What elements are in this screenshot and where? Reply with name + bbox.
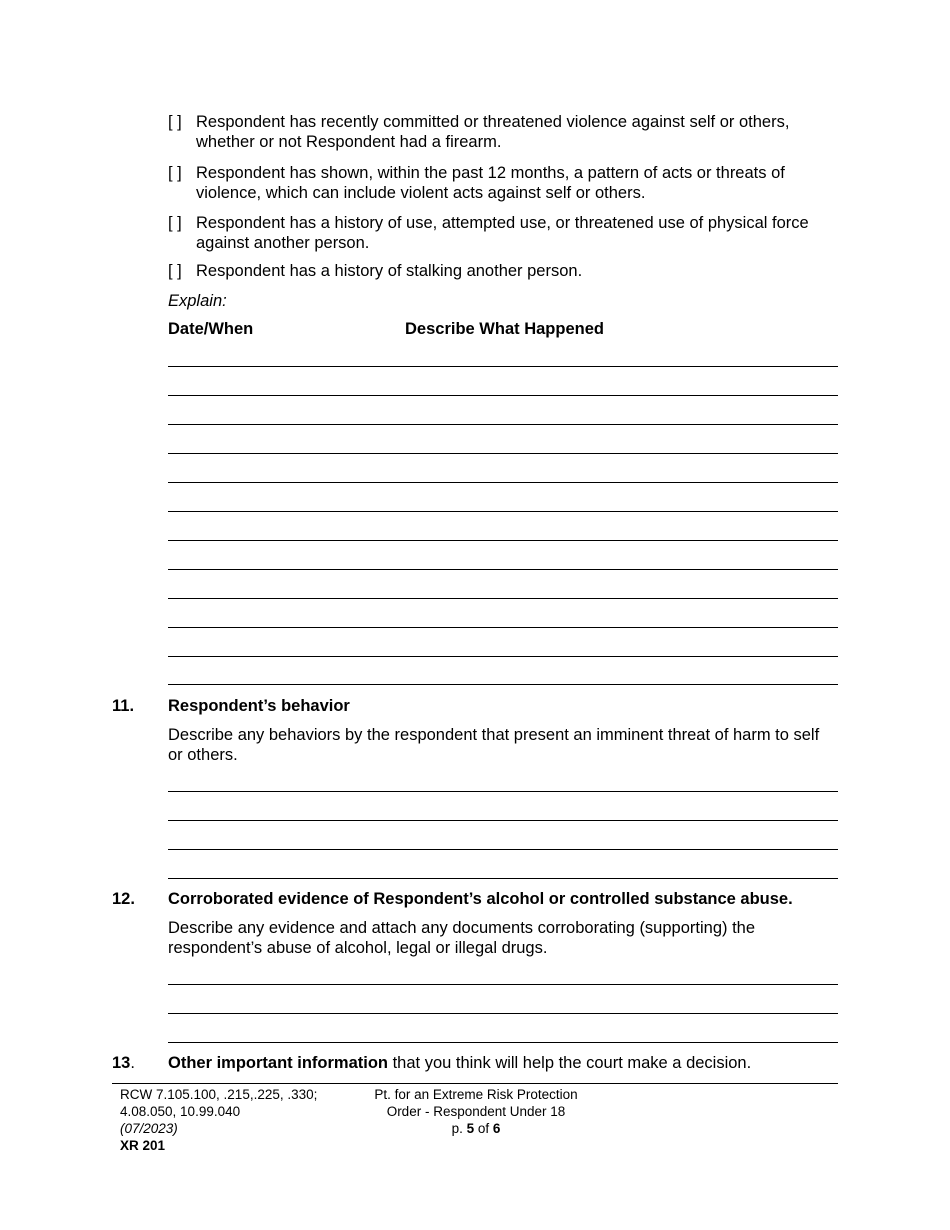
writing-line[interactable] [168,511,838,512]
writing-line[interactable] [168,569,838,570]
column-header-date: Date/When [168,320,254,338]
writing-line[interactable] [168,366,838,367]
section-13-number [112,1053,135,1073]
footer-rcw-line2: 4.08.050, 10.99.040 [120,1104,241,1119]
footer-revision-date: (07/2023) [120,1121,178,1136]
writing-line[interactable] [168,820,838,821]
checkbox-stalking[interactable] [168,261,830,281]
writing-line[interactable] [168,540,838,541]
checkbox-label: Respondent has recently committed or threatened violence against self or others, whether or not Respondent had a firearm. [196,113,790,151]
checkbox-physical-force[interactable] [168,213,830,253]
section-11-number: 11. [112,697,135,715]
checkbox-label: Respondent has shown, within the past 12 months, a pattern of acts or threats of violence, which can include violent acts against self or others. [196,164,785,202]
section-13-period: . [130,1054,135,1072]
section-11-title: Respondent’s behavior [168,697,350,715]
writing-line[interactable] [168,598,838,599]
section-12-description: Describe any evidence and attach any documents corroborating (supporting) the respondent’s abuse of alcohol, legal or illegal drugs. [168,919,756,957]
section-13-title: Other important information [168,1054,388,1072]
checkbox-pattern-of-acts[interactable] [168,163,830,203]
writing-line[interactable] [168,984,838,985]
section-13-heading [168,1053,751,1073]
explain-label: Explain: [168,292,227,310]
checkbox-recent-violence[interactable] [168,112,830,152]
writing-line[interactable] [168,1042,838,1043]
writing-line[interactable] [168,424,838,425]
page-current: 5 [466,1121,475,1136]
writing-line[interactable] [168,656,838,657]
writing-line[interactable] [168,627,838,628]
section-12-title: Corroborated evidence of Respondent’s alcohol or controlled substance abuse. [168,890,793,908]
writing-line[interactable] [168,878,838,879]
footer-title-line1: Pt. for an Extreme Risk Protection [374,1087,578,1102]
footer-divider [112,1083,838,1084]
footer-page-number [360,1120,592,1137]
page-prefix: p. [451,1121,467,1136]
checkbox-box[interactable]: [ ] [168,214,182,232]
footer-citation [120,1086,317,1154]
section-13-digits: 13 [112,1054,131,1072]
writing-line[interactable] [168,1013,838,1014]
writing-line[interactable] [168,849,838,850]
section-12-number: 12. [112,890,135,908]
checkbox-label: Respondent has a history of use, attempted use, or threatened use of physical force against another person. [196,214,809,252]
checkbox-box[interactable]: [ ] [168,262,182,280]
page-of: of [474,1121,493,1136]
checkbox-label: Respondent has a history of stalking another person. [196,262,583,280]
footer-rcw-line1: RCW 7.105.100, .215,.225, .330; [120,1087,318,1102]
writing-line[interactable] [168,791,838,792]
writing-line[interactable] [168,482,838,483]
column-header-describe: Describe What Happened [405,320,604,338]
writing-line[interactable] [168,395,838,396]
section-11-description: Describe any behaviors by the respondent that present an imminent threat of harm to self or others. [168,726,820,764]
footer-form-id: XR 201 [120,1138,166,1153]
checkbox-box[interactable]: [ ] [168,164,182,182]
section-13-rest: that you think will help the court make a decision. [388,1054,752,1072]
writing-line[interactable] [168,684,838,685]
writing-line[interactable] [168,453,838,454]
footer-title-line2: Order - Respondent Under 18 [386,1104,566,1119]
checkbox-box[interactable]: [ ] [168,113,182,131]
footer-form-title [360,1086,592,1137]
page-total: 6 [492,1121,501,1136]
